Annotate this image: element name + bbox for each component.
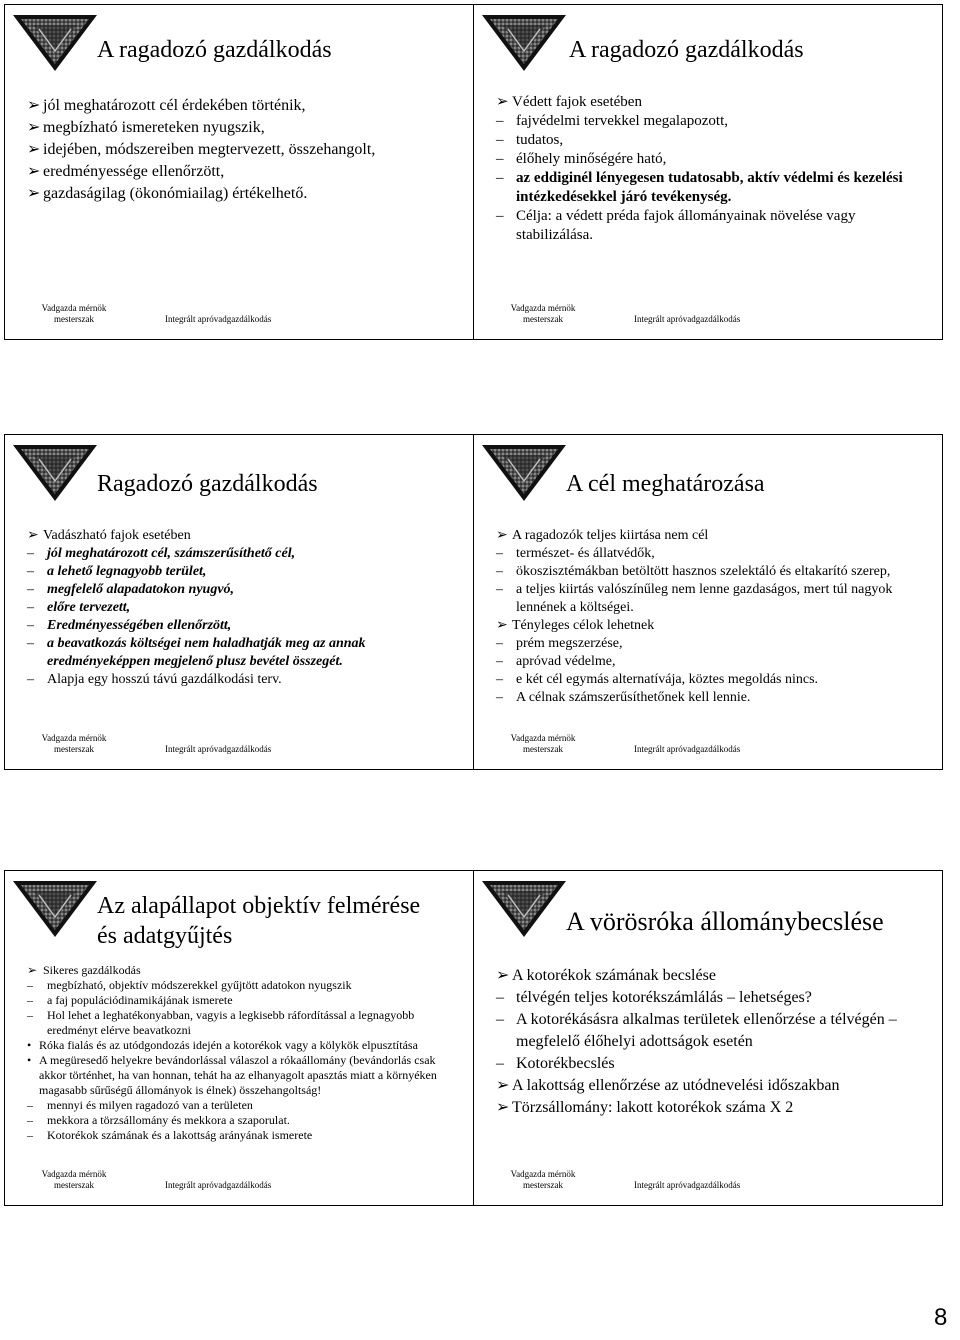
bullet-item [496,689,932,707]
dash-bullet-icon: – [27,993,33,1007]
arrow-bullet-icon: ➢ [496,1077,510,1094]
footer-program: Vadgazda mérnök mesterszak [41,1169,107,1190]
arrow-bullet-icon: ➢ [496,1099,510,1116]
slide-6 [473,870,943,1206]
bullet-text: a beavatkozás költségei nem haladhatják meg az annak eredményeképpen megjelenő plusz bevétel összegét. [47,636,366,669]
bullet-item [27,635,463,671]
dash-bullet-icon: – [27,618,34,633]
bullet-item [27,993,463,1008]
bullet-item [27,963,463,978]
triangle-logo-icon [482,881,566,937]
bullet-item [496,617,932,635]
bullet-item [496,671,932,689]
bullet-text: Vadászható fajok esetében [43,528,191,543]
bullet-item [27,1053,463,1098]
dash-bullet-icon: – [27,582,34,597]
slide-title-line: A ragadozó gazdálkodás [569,37,804,63]
dash-bullet-icon: – [27,1008,33,1022]
bullet-item [27,545,463,563]
bullet-item [27,1113,463,1128]
bullet-item [27,139,463,161]
bullet-text: Kotorékok számának és a lakottság arányának ismerete [47,1128,313,1142]
bullet-item [496,1097,932,1119]
slide-title [569,35,804,65]
slide-title-line: Ragadozó gazdálkodás [97,471,318,497]
dash-bullet-icon: – [496,636,503,651]
footer-program: Vadgazda mérnök mesterszak [510,733,576,754]
bullet-item [496,131,932,150]
bullet-text: előre tervezett, [47,600,131,615]
slide-2 [473,4,943,340]
bullet-text: ökoszisztémákban betöltött hasznos szelektáló és eltakarító szerep, [516,564,891,579]
bullet-item [496,207,932,245]
page-number: 8 [934,1304,948,1331]
triangle-logo-icon [13,881,97,937]
bullet-item [496,545,932,563]
bullet-text: megbízható, objektív módszerekkel gyűjtött adatokon nyugszik [47,978,352,992]
slide-title [97,891,420,951]
footer-program: Vadgazda mérnök mesterszak [510,303,576,324]
bullet-text: Eredményességében ellenőrzött, [47,618,232,633]
bullet-item [27,161,463,183]
bullet-text: mennyi és milyen ragadozó van a területen [47,1098,253,1112]
bullet-item [27,617,463,635]
bullet-item [27,117,463,139]
footer-course: Integrált apróvadgazdálkodás [165,314,272,324]
slide-title-line: A cél meghatározása [566,471,765,497]
bullet-text: A kotorékásásra alkalmas területek ellenőrzése a télvégén – megfelelő élőhelyi adottságok esetén [516,1011,897,1050]
bullet-text: a faj populációdinamikájának ismerete [47,993,233,1007]
bullet-text: A célnak számszerűsíthetőnek kell lennie. [516,690,751,705]
bullet-text: Kotorékbecslés [516,1055,615,1072]
dash-bullet-icon: – [27,1098,33,1112]
dash-bullet-icon: – [27,636,34,651]
bullet-text: Alapja egy hosszú távú gazdálkodási terv. [47,672,282,687]
slide-bullets [496,965,932,1119]
bullet-item [496,563,932,581]
dash-bullet-icon: – [496,654,503,669]
triangle-logo-icon [482,15,566,71]
bullet-item [27,95,463,117]
slide-bullets [27,963,463,1143]
dash-bullet-icon: – [496,170,504,186]
triangle-logo-icon [13,15,97,71]
arrow-bullet-icon: ➢ [27,119,41,136]
bullet-item [496,653,932,671]
arrow-bullet-icon: ➢ [27,185,41,202]
bullet-text: tudatos, [516,132,564,148]
arrow-bullet-icon: ➢ [496,967,510,984]
dot-bullet-icon: • [27,1053,32,1067]
triangle-logo-icon [482,445,566,501]
bullet-item [27,671,463,689]
bullet-text: a teljes kiirtás valószínűleg nem lenne gazdaságos, mert túl nagyok lennének a költségei. [516,582,893,615]
bullet-item [496,581,932,617]
dash-bullet-icon: – [496,151,504,167]
bullet-text: mekkora a törzsállomány és mekkora a szaporulat. [47,1113,290,1127]
arrow-bullet-icon: ➢ [27,963,38,977]
slide-bullets [27,95,463,205]
bullet-text: megbízható ismereteken nyugszik, [43,119,265,136]
bullet-text: A megüresedő helyekre bevándorlással válaszol a rókaállomány (bevándorlás csak akkor történhet, ha van honnan, tehát ha az elhanyagolt apasztás miatt a környéken magasabb sűrűségű állományok is élnek) összehangoltság! [39,1053,437,1097]
bullet-text: Tényleges célok lehetnek [512,618,655,633]
bullet-text: idejében, módszereiben megtervezett, összehangolt, [43,141,376,158]
bullet-text: eredményessége ellenőrzött, [43,163,225,180]
slide-title-line: és adatgyűjtés [97,923,233,949]
arrow-bullet-icon: ➢ [27,163,41,180]
bullet-text: jól meghatározott cél érdekében történik, [43,97,306,114]
slide-title [97,469,318,499]
slide-title [566,469,765,499]
dash-bullet-icon: – [496,1055,504,1072]
bullet-item [496,635,932,653]
bullet-item [27,599,463,617]
arrow-bullet-icon: ➢ [27,97,41,114]
bullet-text: megfelelő alapadatokon nyugvó, [47,582,235,597]
bullet-text: a lehető legnagyobb terület, [47,564,207,579]
bullet-text: Törzsállomány: lakott kotorékok száma X 2 [512,1099,794,1116]
dash-bullet-icon: – [27,546,34,561]
slide-5 [4,870,474,1206]
arrow-bullet-icon: ➢ [27,528,39,543]
bullet-text: apróvad védelme, [516,654,616,669]
bullet-text: gazdaságilag (ökonómiailag) értékelhető. [43,185,308,202]
footer-course: Integrált apróvadgazdálkodás [165,1180,272,1190]
bullet-text: élőhely minőségére ható, [516,151,667,167]
bullet-item [27,1008,463,1038]
bullet-text: Hol lehet a leghatékonyabban, vagyis a legkisebb ráfordítással a legnagyobb eredményt elérve beavatkozni [47,1008,415,1037]
dash-bullet-icon: – [496,113,504,129]
dash-bullet-icon: – [27,1128,33,1142]
slide-title-line: Az alapállapot objektív felmérése [97,893,421,919]
slide-title [97,35,332,65]
bullet-text: A kotorékok számának becslése [512,967,716,984]
bullet-item [27,1128,463,1143]
slide-bullets [496,93,932,245]
bullet-item [27,1038,463,1053]
footer-course: Integrált apróvadgazdálkodás [634,314,741,324]
dash-bullet-icon: – [27,1113,33,1127]
bullet-item [496,965,932,987]
bullet-item [27,563,463,581]
bullet-item [496,93,932,112]
bullet-text: Sikeres gazdálkodás [43,963,141,977]
footer-program: Vadgazda mérnök mesterszak [41,733,107,754]
slide-title [566,907,884,937]
bullet-item [496,1009,932,1053]
dash-bullet-icon: – [27,600,34,615]
dash-bullet-icon: – [496,582,503,597]
bullet-item [27,978,463,993]
footer-course: Integrált apróvadgazdálkodás [165,744,272,754]
dash-bullet-icon: – [496,672,503,687]
bullet-text: prém megszerzése, [516,636,623,651]
dash-bullet-icon: – [496,564,503,579]
dash-bullet-icon: – [496,546,503,561]
bullet-item [27,581,463,599]
footer-course: Integrált apróvadgazdálkodás [634,1180,741,1190]
bullet-item [496,1075,932,1097]
triangle-logo-icon [13,445,97,501]
arrow-bullet-icon: ➢ [496,528,508,543]
bullet-item [496,150,932,169]
bullet-text: Róka fialás és az utódgondozás idején a kotorékok vagy a kölykök elpusztítása [39,1038,418,1052]
footer-program: Vadgazda mérnök mesterszak [41,303,107,324]
slide-title-line: A ragadozó gazdálkodás [97,37,332,63]
bullet-text: jól meghatározott cél, számszerűsíthető cél, [47,546,296,561]
bullet-text: fajvédelmi tervekkel megalapozott, [516,113,728,129]
dash-bullet-icon: – [496,690,503,705]
bullet-item [496,1053,932,1075]
slide-4 [473,434,943,770]
arrow-bullet-icon: ➢ [27,141,41,158]
bullet-text: télvégén teljes kotorékszámlálás – lehetséges? [516,989,812,1006]
bullet-text: természet- és állatvédők, [516,546,655,561]
footer-course: Integrált apróvadgazdálkodás [634,744,741,754]
bullet-text: Védett fajok esetében [512,94,642,110]
bullet-text: A ragadozók teljes kiirtása nem cél [512,528,709,543]
dash-bullet-icon: – [496,1011,504,1028]
bullet-text: az eddiginél lényegesen tudatosabb, aktív védelmi és kezelési intézkedésekkel járó tevékenység. [516,170,903,205]
bullet-item [27,1098,463,1113]
arrow-bullet-icon: ➢ [496,618,508,633]
slide-bullets [496,527,932,707]
dash-bullet-icon: – [27,978,33,992]
bullet-item [27,527,463,545]
bullet-text: e két cél egymás alternatívája, köztes megoldás nincs. [516,672,819,687]
bullet-item [496,527,932,545]
dash-bullet-icon: – [496,208,504,224]
slide-3 [4,434,474,770]
slide-1 [4,4,474,340]
arrow-bullet-icon: ➢ [496,94,509,110]
dot-bullet-icon: • [27,1038,32,1052]
slide-title-line: A vörösróka állománybecslése [566,907,884,936]
dash-bullet-icon: – [496,132,504,148]
slide-bullets [27,527,463,689]
bullet-text: A lakottság ellenőrzése az utódnevelési időszakban [512,1077,840,1094]
bullet-item [496,987,932,1009]
dash-bullet-icon: – [27,564,34,579]
bullet-item [496,112,932,131]
dash-bullet-icon: – [27,672,34,687]
footer-program: Vadgazda mérnök mesterszak [510,1169,576,1190]
bullet-item [27,183,463,205]
dash-bullet-icon: – [496,989,504,1006]
bullet-item [496,169,932,207]
bullet-text: Célja: a védett préda fajok állományainak növelése vagy stabilizálása. [516,208,856,243]
